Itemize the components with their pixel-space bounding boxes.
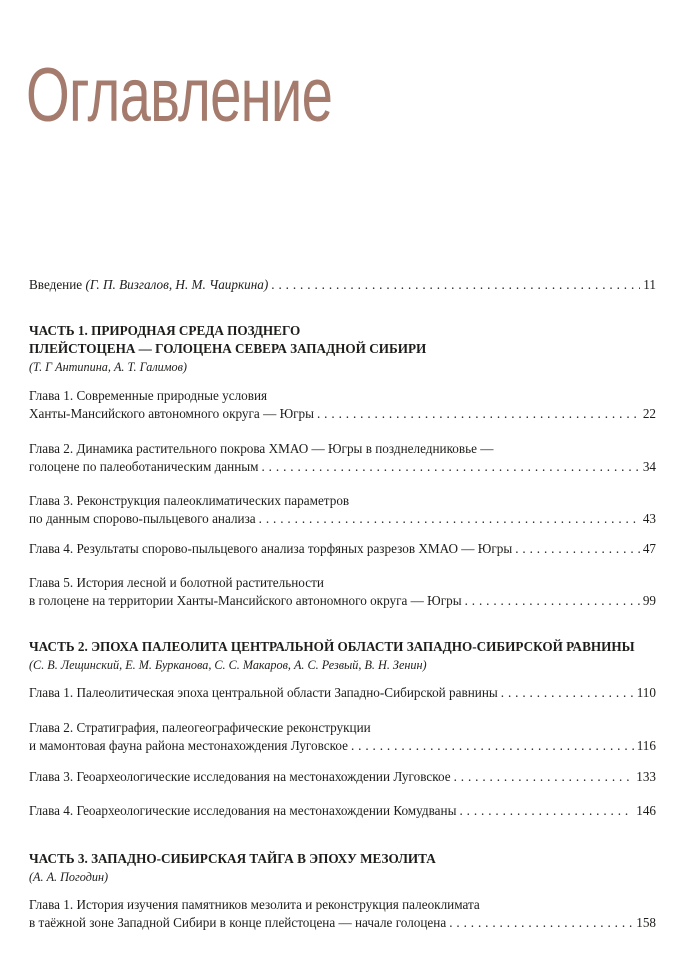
leader-dots <box>351 737 634 755</box>
page-title: Оглавление <box>26 53 333 138</box>
leader-dots <box>465 592 640 610</box>
toc-entry[interactable] <box>29 540 656 558</box>
leader-dots <box>459 802 633 820</box>
toc-entry[interactable] <box>29 492 656 528</box>
page-number: 22 <box>642 406 656 421</box>
toc-entry[interactable] <box>29 768 656 786</box>
part-heading <box>29 638 656 674</box>
entry-line: Глава 2. Динамика растительного покрова ХМАО — Югры в позднеледниковье — <box>29 441 494 456</box>
leader-dots <box>261 458 639 476</box>
part-title-line: ЧАСТЬ 3. ЗАПАДНО-СИБИРСКАЯ ТАЙГА В ЭПОХУ МЕЗОЛИТА <box>29 851 436 866</box>
entry-label: Введение <box>29 277 83 292</box>
leader-dots <box>259 510 640 528</box>
toc-entry[interactable] <box>29 387 656 423</box>
leader-dots <box>449 914 633 932</box>
part-title-line: ЧАСТЬ 2. ЭПОХА ПАЛЕОЛИТА ЦЕНТРАЛЬНОЙ ОБЛАСТИ ЗАПАДНО-СИБИРСКОЙ РАВНИНЫ <box>29 639 635 654</box>
page-number: 133 <box>636 769 656 784</box>
toc-entry[interactable] <box>29 684 656 702</box>
entry-line: Глава 4. Геоархеологические исследования на местонахождении Комудваны <box>29 803 457 818</box>
entry-line: Глава 2. Стратиграфия, палеогеографические реконструкции <box>29 720 371 735</box>
entry-line: и мамонтовая фауна района местонахождения Луговское <box>29 738 348 753</box>
entry-line: Глава 3. Реконструкция палеоклиматических параметров <box>29 493 350 508</box>
part-heading <box>29 322 656 376</box>
toc-entry[interactable] <box>29 802 656 820</box>
entry-line: Глава 1. История изучения памятников мезолита и реконструкция палеоклимата <box>29 897 480 912</box>
page-number: 116 <box>636 738 656 753</box>
entry-line: в таёжной зоне Западной Сибири в конце плейстоцена — начале голоцена <box>29 915 447 930</box>
page-number: 34 <box>642 459 656 474</box>
page-number: 158 <box>636 915 656 930</box>
entry-line: Глава 4. Результаты спорово-пыльцевого анализа торфяных разрезов ХМАО — Югры <box>29 541 513 556</box>
page-number: 110 <box>636 685 656 700</box>
toc-entry-intro[interactable] <box>29 276 656 294</box>
part-authors: (Т. Г Антипина, А. Т. Галимов) <box>29 360 187 374</box>
entry-line: Глава 1. Современные природные условия <box>29 388 268 403</box>
page-number: 43 <box>642 511 656 526</box>
part-authors: (С. В. Лещинский, Е. М. Бурканова, С. С. Макаров, А. С. Резвый, В. Н. Зенин) <box>29 658 427 672</box>
page-number: 47 <box>642 541 656 556</box>
leader-dots <box>501 684 634 702</box>
leader-dots <box>317 405 640 423</box>
entry-line: голоцене по палеоботаническим данным <box>29 459 259 474</box>
page-number: 99 <box>642 593 656 608</box>
entry-line: Глава 3. Геоархеологические исследования на местонахождении Луговское <box>29 769 451 784</box>
part-authors: (А. А. Погодин) <box>29 870 109 884</box>
toc-entry[interactable] <box>29 896 656 932</box>
entry-line: Глава 5. История лесной и болотной растительности <box>29 575 324 590</box>
toc-entry[interactable] <box>29 440 656 476</box>
part-title-line: ПЛЕЙСТОЦЕНА — ГОЛОЦЕНА СЕВЕРА ЗАПАДНОЙ СИБИРИ <box>29 341 427 356</box>
entry-line: Глава 1. Палеолитическая эпоха центральной области Западно-Сибирской равнины <box>29 685 498 700</box>
leader-dots <box>271 276 640 294</box>
leader-dots <box>515 540 640 558</box>
entry-authors: (Г. П. Визгалов, Н. М. Чаиркина) <box>85 277 269 292</box>
part-title-line: ЧАСТЬ 1. ПРИРОДНАЯ СРЕДА ПОЗДНЕГО <box>29 323 301 338</box>
entry-line: в голоцене на территории Ханты-Мансийского автономного округа — Югры <box>29 593 462 608</box>
page-number: 11 <box>643 277 656 292</box>
part-heading <box>29 850 656 886</box>
toc-entry[interactable] <box>29 719 656 755</box>
page-number: 146 <box>636 803 656 818</box>
leader-dots <box>454 768 634 786</box>
toc-entry[interactable] <box>29 574 656 610</box>
entry-line: Ханты-Мансийского автономного округа — Югры <box>29 406 314 421</box>
entry-line: по данным спорово-пыльцевого анализа <box>29 511 256 526</box>
